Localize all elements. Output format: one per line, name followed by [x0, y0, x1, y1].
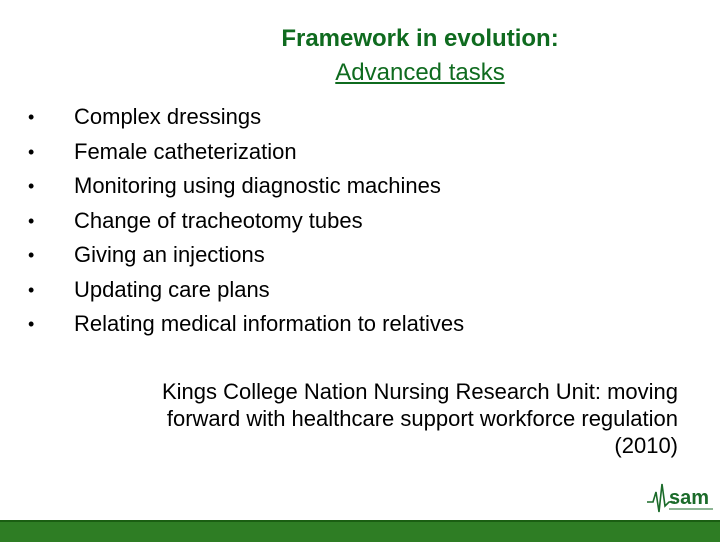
title-line-1: Framework in evolution: [281, 25, 559, 52]
list-item [28, 273, 464, 308]
slide-title [255, 22, 585, 90]
bullet-icon: • [28, 314, 35, 334]
bullet-text: Updating care plans [74, 276, 270, 302]
list-item [28, 100, 464, 135]
bullet-icon: • [28, 210, 35, 231]
bullet-list [28, 100, 464, 342]
bullet-text: Monitoring using diagnostic machines [74, 173, 441, 198]
list-item [28, 307, 464, 342]
bullet-text: Giving an injections [74, 242, 265, 267]
sam-logo-icon [645, 478, 715, 518]
list-item [28, 169, 464, 204]
list-item [28, 204, 464, 239]
bullet-text: Relating medical information to relatives [74, 311, 465, 336]
bullet-icon: • [28, 107, 35, 127]
bullet-icon: • [28, 176, 35, 196]
bullet-icon: • [28, 279, 35, 300]
sam-logo [645, 478, 715, 518]
list-item [28, 238, 464, 273]
citation-line: (2010) [614, 433, 678, 458]
bullet-icon: • [28, 245, 35, 265]
bullet-text: Change of tracheotomy tubes [74, 207, 363, 233]
citation [38, 378, 678, 459]
bullet-icon: • [28, 141, 35, 162]
title-line-2: Advanced tasks [335, 59, 505, 86]
citation-line: Kings College Nation Nursing Research Unit: moving [161, 379, 678, 404]
bullet-text: Female catheterization [74, 138, 297, 164]
list-item [28, 135, 464, 170]
footer-bar [0, 520, 720, 542]
logo-wordmark: sam [669, 487, 710, 509]
citation-line: forward with healthcare support workforce regulation [166, 406, 678, 431]
bullet-text: Complex dressings [74, 104, 262, 129]
